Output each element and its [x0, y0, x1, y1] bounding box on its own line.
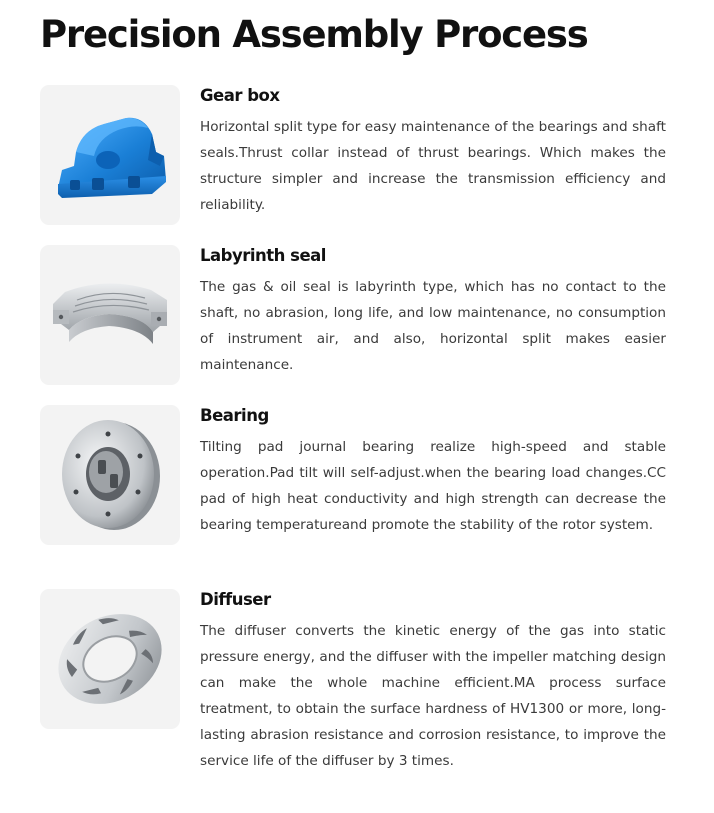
bearing-icon [54, 416, 166, 534]
labyrinth-seal-thumbnail [40, 245, 180, 385]
item-description: Tilting pad journal bearing realize high-speed and stable operation.Pad tilt will self-adjust.when the bearing load changes.CC pad of high heat conductivity and high strength can decrease the bearing temperatureand promote the stability of the rotor system. [200, 439, 666, 533]
item-heading: Diffuser [200, 590, 271, 609]
diffuser-icon [50, 603, 170, 715]
page-title: Precision Assembly Process [40, 13, 588, 56]
item-description: The diffuser converts the kinetic energy of the gas into static pressure energy, and the diffuser with the impeller matching design can make the whole machine efficient.MA process surface treatment, to obtain the surface hardness of HV1300 or more, long-lasting abrasion resistance and corrosion resistance, to improve the service life of the diffuser by 3 times. [200, 623, 666, 769]
bearing-thumbnail [40, 405, 180, 545]
labyrinth-seal-icon [47, 270, 173, 360]
item-description: The gas & oil seal is labyrinth type, which has no contact to the shaft, no abrasion, long life, and low maintenance, no consumption of instrument air, and also, horizontal split makes easier maintenance. [200, 279, 666, 373]
item-heading: Bearing [200, 406, 269, 425]
item-description: Horizontal split type for easy maintenance of the bearings and shaft seals.Thrust collar instead of thrust bearings. Which makes the structure simpler and increase the transmission efficiency and reliability. [200, 119, 666, 213]
gear-box-thumbnail [40, 85, 180, 225]
item-heading: Gear box [200, 86, 280, 105]
diffuser-thumbnail [40, 589, 180, 729]
item-heading: Labyrinth seal [200, 246, 326, 265]
gear-box-icon [48, 100, 172, 210]
